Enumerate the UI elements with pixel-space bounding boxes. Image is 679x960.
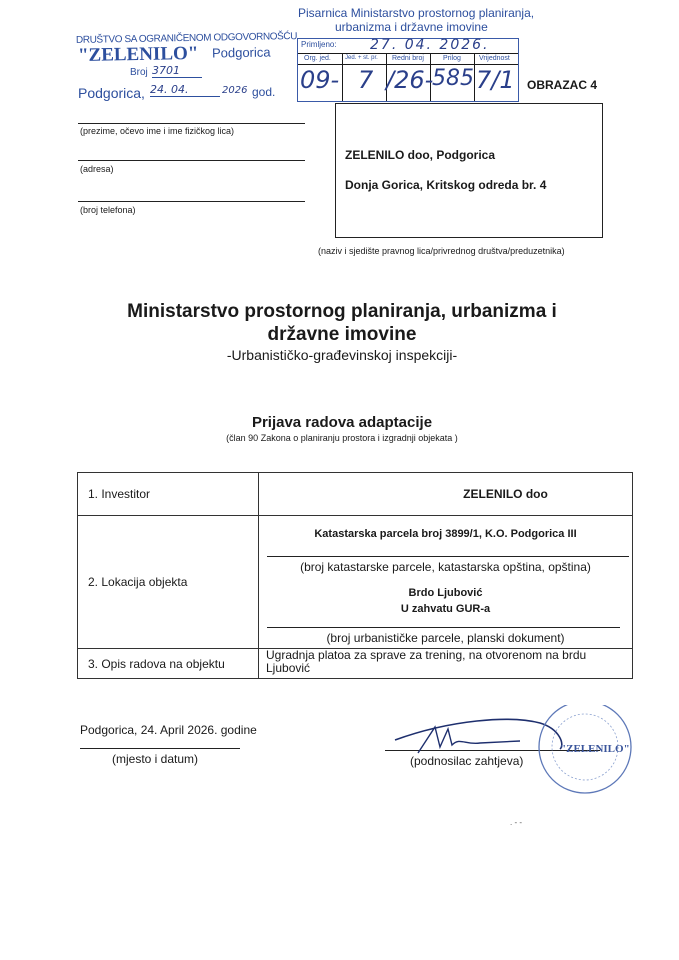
received-value: 27. 04. 2026. bbox=[370, 37, 490, 53]
phone-field-line bbox=[78, 201, 305, 202]
place-date-caption: (mjesto i datum) bbox=[112, 752, 199, 766]
registry-value: 7 bbox=[358, 66, 374, 94]
registry-title-line2: urbanizma i državne imovine bbox=[335, 20, 488, 34]
registry-col: Jed. + st. pr. bbox=[345, 55, 378, 61]
document-subtitle: (član 90 Zakona o planiranju prostora i izgradnji objekata ) bbox=[226, 433, 458, 443]
date-label: Podgorica, bbox=[78, 85, 145, 101]
row-label: 3. Opis radova na objektu bbox=[78, 649, 259, 679]
registry-col: Redni broj bbox=[392, 55, 424, 62]
works-description-line2: Ljubović bbox=[266, 661, 311, 675]
place-line1: Brdo Ljubović bbox=[408, 587, 483, 599]
row-label: 2. Lokacija objekta bbox=[78, 516, 259, 649]
recipient-line2: državne imovine bbox=[267, 324, 417, 345]
table-row bbox=[78, 649, 633, 679]
place-caption: (broj urbanističke parcele, planski dokument) bbox=[326, 631, 565, 645]
registry-col: Org. jed. bbox=[304, 55, 331, 62]
broj-value: 3701 bbox=[152, 64, 202, 78]
table-row bbox=[78, 516, 633, 649]
form-code: OBRAZAC 4 bbox=[527, 78, 598, 92]
place-line2: U zahvatu GUR-a bbox=[400, 603, 491, 615]
legal-entity-name: ZELENILO doo, Podgorica bbox=[345, 148, 495, 162]
name-field-label: (prezime, očevo ime i ime fizičkog lica) bbox=[80, 126, 235, 136]
investor-value: ZELENILO doo bbox=[259, 473, 633, 516]
registry-col: Prilog bbox=[443, 55, 461, 62]
name-field-line bbox=[78, 123, 305, 124]
company-name: "ZELENILO" bbox=[77, 42, 199, 67]
table-row bbox=[78, 473, 633, 516]
document-title: Prijava radova adaptacije bbox=[251, 414, 433, 431]
address-field-label: (adresa) bbox=[80, 164, 114, 174]
year-suffix: god. bbox=[252, 85, 276, 99]
parcel-value: Katastarska parcela broj 3899/1, K.O. Podgorica III bbox=[314, 528, 577, 540]
recipient-department: -Urbanističko-građevinskoj inspekciji- bbox=[226, 347, 458, 363]
legal-entity-caption: (naziv i sjedište pravnog lica/privrednog društva/preduzetnika) bbox=[318, 246, 565, 256]
year-value: 2026 bbox=[222, 85, 248, 96]
registry-stamp bbox=[297, 38, 519, 102]
date-value: 24. 04. bbox=[150, 83, 220, 97]
works-description-line1: Ugradnja platoa za sprave za trening, na otvorenom na brdu bbox=[266, 648, 587, 662]
signature-stroke bbox=[395, 719, 562, 749]
legal-entity-box bbox=[335, 103, 603, 238]
company-city: Podgorica bbox=[211, 44, 271, 61]
received-label: Primljeno: bbox=[301, 40, 337, 49]
parcel-line bbox=[267, 556, 629, 557]
applicant-caption: (podnosilac zahtjeva) bbox=[410, 754, 524, 768]
recipient-line1: Ministarstvo prostornog planiranja, urbanizma i bbox=[127, 301, 557, 322]
row-label: 1. Investitor bbox=[78, 473, 259, 516]
registry-value: 585 bbox=[432, 66, 474, 91]
company-type-line: DRUŠTVO SA OGRANIČENOM ODGOVORNOŠĆU bbox=[75, 31, 298, 46]
legal-entity-address: Donja Gorica, Kritskog odreda br. 4 bbox=[345, 178, 547, 192]
registry-value: 09- bbox=[300, 66, 340, 94]
registry-col: Vrijednost bbox=[479, 55, 510, 62]
application-table bbox=[77, 472, 633, 679]
place-line bbox=[267, 627, 620, 628]
stray-marks: . - - bbox=[510, 818, 522, 825]
broj-label: Broj bbox=[130, 67, 148, 78]
place-date-line bbox=[80, 748, 240, 749]
phone-field-label: (broj telefona) bbox=[80, 205, 136, 215]
parcel-caption: (broj katastarske parcele, katastarska opština, opština) bbox=[300, 560, 591, 574]
seal-text: "ZELENILO" bbox=[560, 743, 630, 755]
place-date: Podgorica, 24. April 2026. godine bbox=[80, 723, 257, 737]
registry-title-line1: Pisarnica Ministarstvo prostornog planiranja, bbox=[298, 6, 535, 20]
address-field-line bbox=[78, 160, 305, 161]
signature-and-seal bbox=[390, 705, 660, 825]
registry-value: /26- bbox=[386, 66, 434, 94]
signature-stroke bbox=[418, 727, 520, 753]
registry-value: 7/1 bbox=[476, 66, 515, 94]
